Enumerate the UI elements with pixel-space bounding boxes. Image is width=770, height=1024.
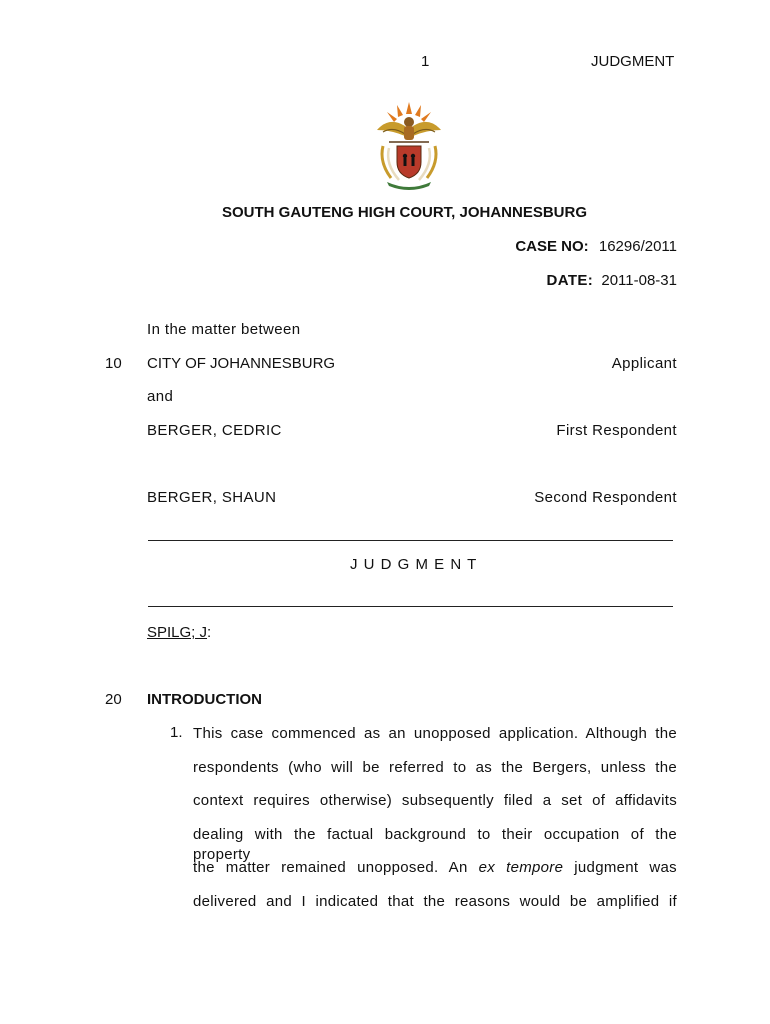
paragraph-number: 1. — [170, 724, 183, 741]
line-number: 20 — [105, 691, 122, 708]
date-label: DATE: — [546, 272, 594, 289]
paragraph-line: respondents (who will be referred to as the Bergers, unless the — [193, 758, 677, 776]
coat-of-arms-logo — [369, 100, 449, 192]
paragraph-line — [193, 858, 677, 892]
date-line — [546, 272, 677, 289]
paragraph-line: This case commenced as an unopposed application. Although the — [193, 725, 677, 742]
paragraph-1 — [193, 724, 677, 926]
paragraph-line: context requires otherwise) subsequently filed a set of affidavits — [193, 792, 677, 810]
judgment-heading: J U D G M E N T — [350, 556, 478, 573]
case-number-line — [515, 238, 677, 255]
conjunction: and — [147, 388, 174, 405]
second-respondent-name: BERGER, SHAUN — [147, 489, 277, 506]
running-title: JUDGMENT — [591, 53, 675, 70]
section-heading: INTRODUCTION — [147, 691, 262, 708]
line-number: 10 — [105, 355, 122, 372]
divider-rule — [148, 540, 673, 541]
case-number-label: CASE NO: — [515, 238, 589, 255]
paragraph-line: delivered and I indicated that the reasons would be amplified if — [193, 892, 677, 910]
paragraph-line: dealing with the factual background to their occupation of the property — [193, 825, 677, 863]
second-respondent-role: Second Respondent — [534, 489, 677, 506]
first-respondent-name: BERGER, CEDRIC — [147, 422, 282, 439]
first-respondent-role: First Respondent — [556, 422, 677, 439]
judge-name: SPILG; J — [147, 624, 208, 641]
case-number-value: 16296/2011 — [598, 238, 677, 255]
judge-name-line — [147, 624, 211, 641]
paragraph-italic-text: ex tempore — [478, 859, 564, 877]
paragraph-text: the matter remained unopposed. An — [193, 859, 468, 877]
date-value: 2011-08-31 — [601, 272, 677, 289]
paragraph-text: judgment was — [574, 859, 677, 877]
applicant-name: CITY OF JOHANNESBURG — [147, 355, 336, 372]
judge-suffix: : — [207, 624, 212, 641]
parties-intro: In the matter between — [147, 321, 301, 338]
page-number: 1 — [421, 53, 430, 70]
court-name: SOUTH GAUTENG HIGH COURT, JOHANNESBURG — [222, 204, 588, 221]
applicant-role: Applicant — [611, 355, 677, 372]
divider-rule — [148, 606, 673, 607]
